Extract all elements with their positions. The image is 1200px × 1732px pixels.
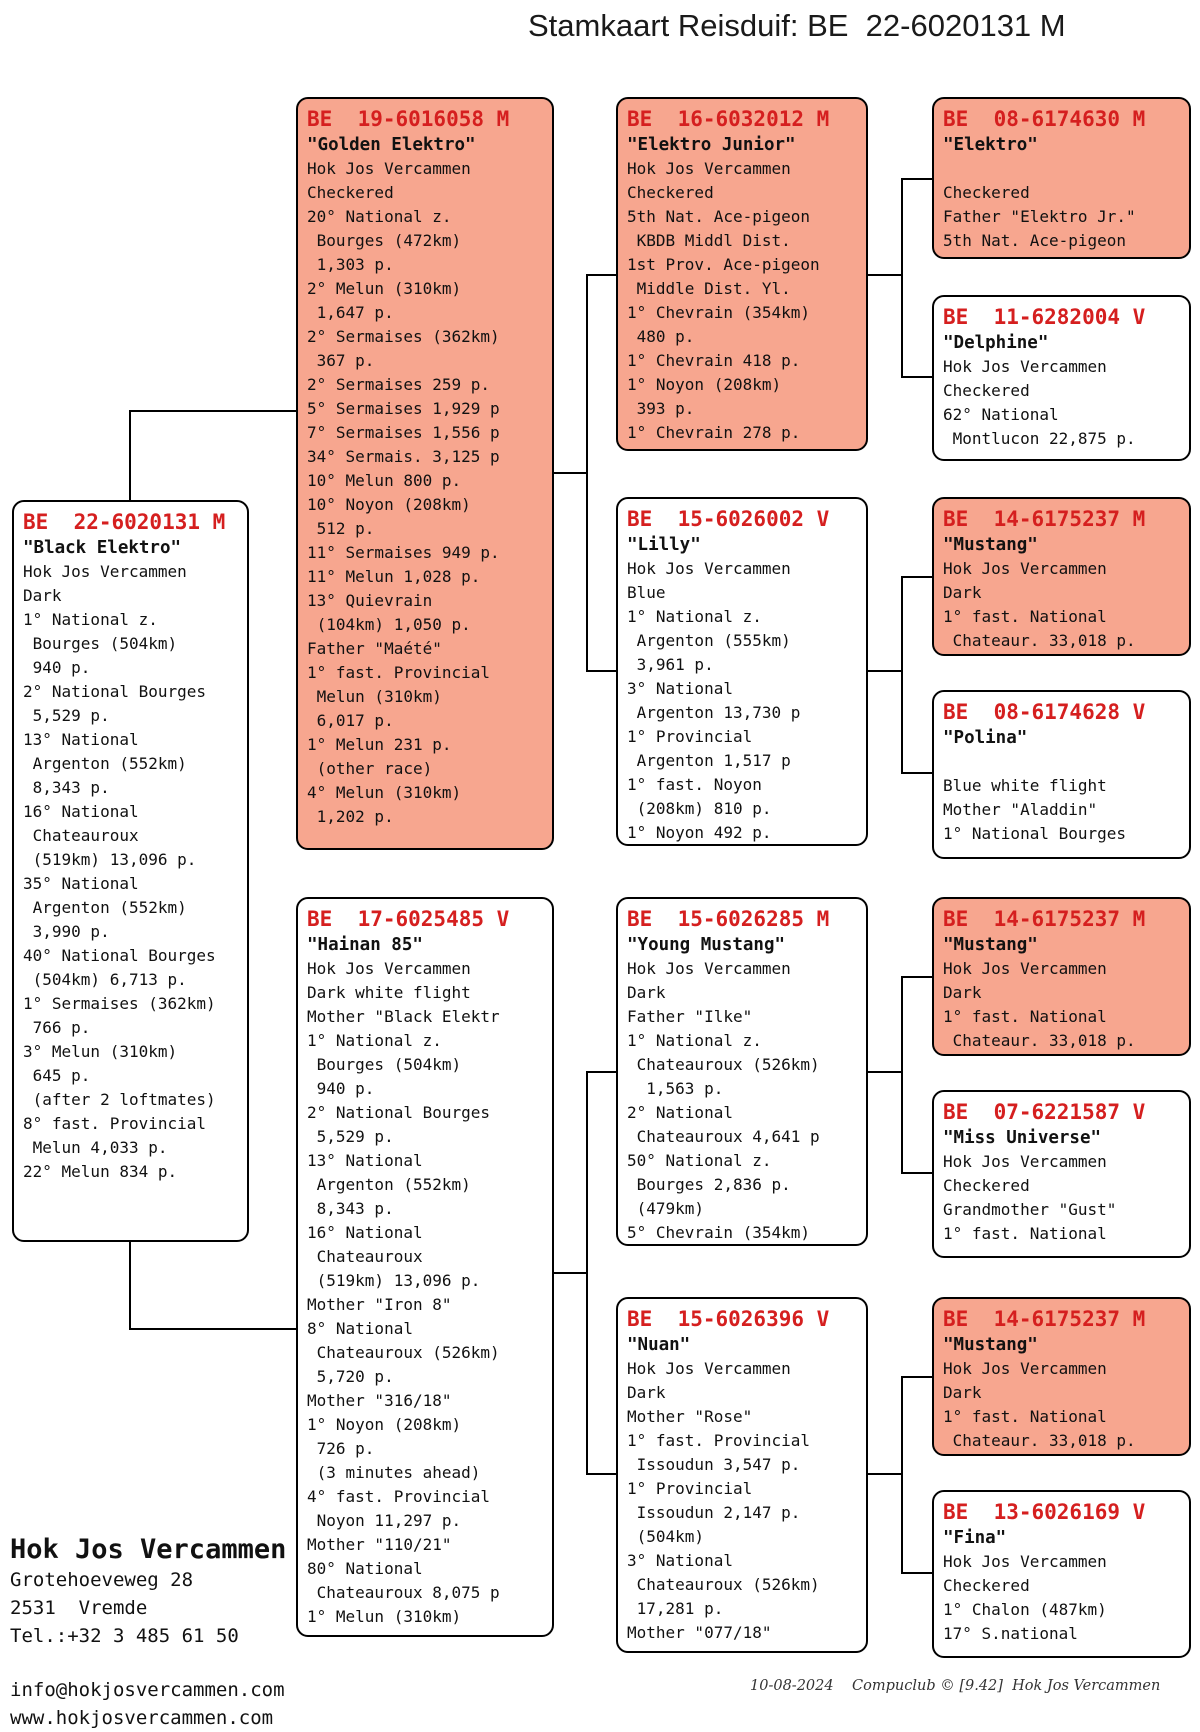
pigeon-name: "Mustang" bbox=[943, 1335, 1038, 1355]
connector-line bbox=[901, 1376, 932, 1378]
pigeon-details: Hok Jos Vercammen Checkered 62° National Montlucon 22,875 p. bbox=[943, 357, 1136, 448]
ring-number: BE 14-6175237 M bbox=[943, 907, 1146, 931]
pedigree-box-elektro-junior bbox=[616, 97, 868, 451]
pedigree-box-golden-elektro bbox=[296, 97, 554, 850]
ring-number: BE 19-6016058 M bbox=[307, 107, 510, 131]
pedigree-box-black-elektro bbox=[12, 500, 249, 1242]
owner-block bbox=[10, 1534, 286, 1650]
pigeon-details: Blue white flight Mother "Aladdin" 1° National Bourges bbox=[943, 776, 1127, 843]
pedigree-box-mustang-2 bbox=[932, 897, 1191, 1056]
pedigree-box-mustang-1 bbox=[932, 497, 1191, 656]
owner-address-line1: Grotehoeveweg 28 bbox=[10, 1569, 194, 1591]
owner-website: www.hokjosvercammen.com bbox=[10, 1707, 274, 1729]
pedigree-box-young-mustang bbox=[616, 897, 868, 1246]
pigeon-details: Hok Jos Vercammen Dark 1° fast. National Chateaur. 33,018 p. bbox=[943, 959, 1136, 1050]
print-date: 10-08-2024 bbox=[750, 1678, 834, 1694]
pedigree-box-elektro bbox=[932, 97, 1191, 259]
connector-line bbox=[868, 670, 902, 672]
pigeon-details: Hok Jos Vercammen Dark 1° National z. Bourges (504km) 940 p. 2° National Bourges 5,529 p. 13° National Argenton (552km) 8,343 p. 16° National Chateauroux (519km) 13,096 p. 35° National Argenton (552km) 3,990 p. 40° National Bourges (504km) 6,713 p. 1° Sermaises (362km) 766 p. 3° Melun (310km) 645 p. (after 2 loftmates) 8° fast. Provincial Melun 4,033 p. 22° Melun 834 p. bbox=[23, 562, 216, 1181]
connector-line bbox=[586, 1071, 588, 1475]
pedigree-box-hainan-85 bbox=[296, 897, 554, 1637]
pigeon-name: "Hainan 85" bbox=[307, 935, 423, 955]
pigeon-name: "Black Elektro" bbox=[23, 538, 182, 558]
pedigree-box-delphine bbox=[932, 295, 1191, 461]
connector-line bbox=[901, 576, 903, 774]
pedigree-box-miss-universe bbox=[932, 1090, 1191, 1258]
pigeon-name: "Golden Elektro" bbox=[307, 135, 476, 155]
print-footer bbox=[750, 1678, 1190, 1694]
ring-number: BE 17-6025485 V bbox=[307, 907, 510, 931]
owner-address-line2: 2531 Vremde bbox=[10, 1597, 148, 1619]
pigeon-details: Hok Jos Vercammen Checkered 1° Chalon (487km) 17° S.national bbox=[943, 1552, 1107, 1643]
pigeon-name: "Polina" bbox=[943, 728, 1028, 748]
ring-number: BE 08-6174630 M bbox=[943, 107, 1146, 131]
ring-number: BE 07-6221587 V bbox=[943, 1100, 1146, 1124]
connector-line bbox=[901, 576, 932, 578]
pigeon-name: "Nuan" bbox=[627, 1335, 691, 1355]
pigeon-details: Checkered Father "Elektro Jr." 5th Nat. Ace-pigeon bbox=[943, 183, 1136, 250]
pigeon-details: Hok Jos Vercammen Checkered Grandmother "Gust" 1° fast. National bbox=[943, 1152, 1117, 1243]
pigeon-name: "Elektro" bbox=[943, 135, 1038, 155]
ring-number: BE 15-6026396 V bbox=[627, 1307, 830, 1331]
connector-line bbox=[901, 1376, 903, 1574]
connector-line bbox=[901, 1572, 932, 1574]
connector-line bbox=[586, 274, 616, 276]
pigeon-name: "Young Mustang" bbox=[627, 935, 786, 955]
owner-email: info@hokjosvercammen.com bbox=[10, 1679, 285, 1701]
connector-line bbox=[901, 976, 903, 1174]
connector-line bbox=[129, 1242, 131, 1330]
ring-number: BE 16-6032012 M bbox=[627, 107, 830, 131]
connector-line bbox=[901, 1172, 932, 1174]
connector-line bbox=[868, 1071, 902, 1073]
owner-name: Hok Jos Vercammen bbox=[10, 1534, 287, 1565]
ring-number: BE 15-6026285 M bbox=[627, 907, 830, 931]
connector-line bbox=[586, 670, 616, 672]
connector-line bbox=[868, 274, 902, 276]
ring-number: BE 14-6175237 M bbox=[943, 1307, 1146, 1331]
software-credit: Compuclub © [9.42] Hok Jos Vercammen bbox=[852, 1678, 1161, 1694]
ring-number: BE 15-6026002 V bbox=[627, 507, 830, 531]
pigeon-details: Hok Jos Vercammen Dark 1° fast. National Chateaur. 33,018 p. bbox=[943, 559, 1136, 650]
pigeon-details: Hok Jos Vercammen Dark 1° fast. National Chateaur. 33,018 p. bbox=[943, 1359, 1136, 1450]
pigeon-details: Hok Jos Vercammen Dark Father "Ilke" 1° National z. Chateauroux (526km) 1,563 p. 2° National Chateauroux 4,641 p 50° National z. Bourges 2,836 p. (479km) 5° Chevrain (354km) bbox=[627, 959, 820, 1242]
connector-line bbox=[901, 976, 932, 978]
pigeon-name: "Miss Universe" bbox=[943, 1128, 1102, 1148]
pigeon-name: "Fina" bbox=[943, 1528, 1007, 1548]
connector-line bbox=[129, 410, 131, 500]
connector-line bbox=[901, 178, 932, 180]
connector-line bbox=[586, 1473, 616, 1475]
connector-line bbox=[586, 1071, 616, 1073]
connector-line bbox=[129, 410, 296, 412]
pigeon-name: "Mustang" bbox=[943, 535, 1038, 555]
connector-line bbox=[901, 772, 932, 774]
pigeon-name: "Elektro Junior" bbox=[627, 135, 796, 155]
connector-line bbox=[586, 274, 588, 672]
pigeon-name: "Mustang" bbox=[943, 935, 1038, 955]
connector-line bbox=[901, 178, 903, 378]
ring-number: BE 11-6282004 V bbox=[943, 305, 1146, 329]
connector-line bbox=[901, 376, 932, 378]
connector-line bbox=[868, 1473, 902, 1475]
ring-number: BE 14-6175237 M bbox=[943, 507, 1146, 531]
pigeon-details: Hok Jos Vercammen Dark Mother "Rose" 1° fast. Provincial Issoudun 3,547 p. 1° Provincial Issoudun 2,147 p. (504km) 3° National Chateauroux (526km) 17,281 p. Mother "077/18" bbox=[627, 1359, 820, 1642]
pedigree-box-polina bbox=[932, 690, 1191, 859]
ring-number: BE 08-6174628 V bbox=[943, 700, 1146, 724]
owner-phone: Tel.:+32 3 485 61 50 bbox=[10, 1625, 239, 1647]
pigeon-details: Hok Jos Vercammen Blue 1° National z. Argenton (555km) 3,961 p. 3° National Argenton 13,730 p 1° Provincial Argenton 1,517 p 1° fast. Noyon (208km) 810 p. 1° Noyon 492 p. bbox=[627, 559, 801, 842]
page-title: Stamkaart Reisduif: BE 22-6020131 M bbox=[528, 8, 1066, 43]
pedigree-box-fina bbox=[932, 1490, 1191, 1658]
connector-line bbox=[553, 472, 587, 474]
connector-line bbox=[553, 1272, 587, 1274]
ring-number: BE 13-6026169 V bbox=[943, 1500, 1146, 1524]
pedigree-box-lilly bbox=[616, 497, 868, 846]
pedigree-box-nuan bbox=[616, 1297, 868, 1653]
connector-line bbox=[129, 1328, 296, 1330]
pigeon-name: "Delphine" bbox=[943, 333, 1049, 353]
pigeon-name: "Lilly" bbox=[627, 535, 701, 555]
pigeon-details: Hok Jos Vercammen Checkered 5th Nat. Ace-pigeon KBDB Middl Dist. 1st Prov. Ace-pigeon Middle Dist. Yl. 1° Chevrain (354km) 480 p. 1° Chevrain 418 p. 1° Noyon (208km) 393 p. 1° Chevrain 278 p. bbox=[627, 159, 820, 442]
ring-number: BE 22-6020131 M bbox=[23, 510, 226, 534]
pedigree-box-mustang-3 bbox=[932, 1297, 1191, 1456]
pigeon-details: Hok Jos Vercammen Dark white flight Mother "Black Elektr 1° National z. Bourges (504km) 940 p. 2° National Bourges 5,529 p. 13° National Argenton (552km) 8,343 p. 16° National Chateauroux (519km) 13,096 p. Mother "Iron 8" 8° National Chateauroux (526km) 5,720 p. Mother "316/18" 1° Noyon (208km) 726 p. (3 minutes ahead) 4° fast. Provincial Noyon 11,297 p. Mother "110/21" 80° National Chateauroux 8,075 p 1° Melun (310km) bbox=[307, 959, 500, 1626]
pigeon-details: Hok Jos Vercammen Checkered 20° National z. Bourges (472km) 1,303 p. 2° Melun (310km) 1,647 p. 2° Sermaises (362km) 367 p. 2° Sermaises 259 p. 5° Sermaises 1,929 p 7° Sermaises 1,556 p 34° Sermais. 3,125 p 10° Melun 800 p. 10° Noyon (208km) 512 p. 11° Sermaises 949 p. 11° Melun 1,028 p. 13° Quievrain (104km) 1,050 p. Father "Maété" 1° fast. Provincial Melun (310km) 6,017 p. 1° Melun 231 p. (other race) 4° Melun (310km) 1,202 p. bbox=[307, 159, 500, 826]
